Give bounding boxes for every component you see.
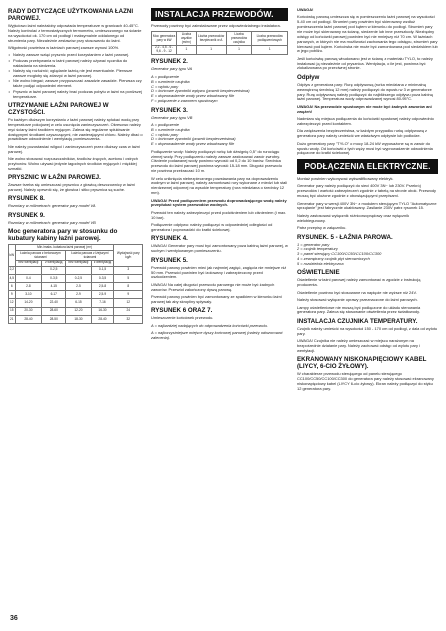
paragraph: Dużo generatory pary "TYLO" o mocy 18-24 kW wyposażone są w zawór do spustu wody. Od końcówki z tych węży musi być wyprowadzenie odwodnienia połączone do kratki ściekowej. [297,140,433,156]
section-heading-steam-room: RYSUNEK. 5 - ŁAŹNIA PAROWA. [297,233,393,241]
table-cell: 0-3,5 [42,274,66,282]
table-cell: 7-16 [91,299,114,307]
table-cell: 16-30 [91,307,114,315]
paragraph: Wyjściowo łaźni należałoby odpowiada temperaturze w granicach 40-45°C. Należy kontrolać z termostatycznych termometru, umieszczonego na ścianie na wysokości ok. 170 cm od podłogi i maksymalnie oddalonego od strumienia pary. Niezależnie zestawów przy stosowaniu do łaźni. [8,23,142,43]
table-cell: 4,5 [9,274,16,282]
table-cell: 28-40 [91,315,114,323]
middle-column [151,8,288,344]
table-header: Liczba przewodów czujnika [226,32,252,45]
paragraph: UWAGA! Czujnika nie należy umieszczać w miejscu narażonym na bezpośrednie działanie pary. Należy zachować odstęp od wylotu pary i wentylacji. [297,338,420,353]
table-cell: 32 [114,315,143,323]
figure-heading-9: RYSUNEK 9. [8,211,45,219]
paragraph: Czujnik należy umieścić na wysokości 150 - 170 cm od podłogi, z dala od wylotu pary. [297,325,438,336]
right-column [297,8,438,394]
table-header: z wentylacją [42,260,66,266]
figure-caption: Rozmiary w milimetrach: generator pary model VA [8,203,96,209]
table-cell: 18-30 [66,315,91,323]
legend-line: A = podłączenie [151,73,179,79]
usage-bullets [8,53,143,99]
table-cell: 8 [114,283,143,291]
figure-caption: Generator pary typu VA [151,66,193,72]
paragraph: Nadmiaru się miejsca podłączenia do końcówki spustowej należy odpowiednio zabezpieczyć przed kontaktem. [297,116,434,126]
figure-legend: A = najkorzystniejsze miejsce dyszy końcowej parowej (należy odwzorować zalecenia). [151,330,283,341]
legend-line: 3 = panel sterujący CC100/CC50/CC100/CC300 [297,251,382,257]
figure-heading-5: RYSUNEK 5. [151,256,188,264]
table-cell: 5 [114,274,143,282]
legend-line: 4 = zewnętrzny czujnik płyt sterowniczych [297,256,370,262]
paragraph: Wilgotność powietrza w łaźniach parowej zawsze wynosi 100%. [8,44,120,50]
paragraph: UWAGA! Generator pary musi być zamontowany poza kabiną łaźni parowej, w suchym i wentylowanym pomieszczeniu. [151,243,288,254]
warning: UWAGA! Przed podłączeniem przewodu doprowadzającego wodę należy przepłukać system przewodów wodnych. [151,197,287,208]
table-header: Liczba przewodów bezpiecznik w A [196,32,226,45]
list-item: • Nie wolno biegać; zawsze przypuszczać zasadzie zasadzie. Pierwsza czy także podjąć odpowiedni element. [8,79,143,89]
legend-line: E = doprowadzenie wody przez wbudowany filtr [151,141,235,147]
table-cell: 0-1,5 [91,266,114,274]
legend-line: 1 = generator pary [297,241,330,247]
table-heading-power: Moc generatora pary w stosunku do kubatury kabiny łaźni parowej. [8,228,118,243]
paragraph: Przewody powinny być zainstalowane przez odpowiedzialnego instalatora. [151,23,281,28]
table-cell: 15 [9,307,16,315]
figure-caption: Generator pary typu VB [151,114,193,120]
paragraph: Generator pary należy podłączyć do sieci 400V 3N~ lub 230V. Przekrój przewodów i wartość zabezpieczeń zgodnie z tabelą na stronie obok. Przewody muszą być ułożone zgodnie z obowiązującymi przepisami. [297,183,436,199]
power-volume-table [8,244,143,324]
section-heading-sensor: INSTALACJA CZUJNIKA TEMPERATURY. [297,317,418,325]
table-cell [15,266,42,274]
section-heading-cable: EKRANOWANY NISKONAPIĘCIOWY KABEL (LIYCY, 6-CIO ŻYŁOWY). [297,356,427,371]
paragraph: Oświetlenie w łaźni parowej należy zamontować w zgodzie z instrukcją producenta. [297,277,421,288]
page-number: 36 [10,615,18,622]
paragraph: Montaż powinien wykonywać wykwalifikowany elektryk. [297,176,394,182]
paragraph: Końcówkę parową umieszcza się w pomieszczeniu łaźni parowej na wysokości 5-40 cm od podłogi. Strumień pary powinien być skierowany wzdłuż pomieszczenia łaźni parowej pod kątem w kierunku do podłogi. Strumień pary nie może być skierowany na ścianę, siedzenie lub inne przeszkody. Niezbędny odstęp od końcówki parowej powinien być nie mniejszy niż 70 cm. W łaźniach parowych, w których nie ma możliwości zachowania tego odstępu, strumień pary kierować pod kątem. Końcówka nie może być zamontowana pod siedziskiem lub w jego pobliżu. [297,14,438,54]
table-cell: 2,5-9 [91,291,114,299]
paragraph: Umieszczenie końcówek przewodu. [151,315,214,321]
paragraph: Przewód ten należy zabezpieczyć przed podciśnieniem lub ciśnieniem (i max. 10 bar). [151,209,287,220]
table-cell: 2,2 - 4,5 - 6 - 9,6 - 9 - 12 [152,45,177,55]
table-cell: 0-4 [15,274,42,282]
table-cell: 0-3,5 [91,274,114,282]
paragraph: Generator pary w wersji 400V 3N~ z modułem sterującym TYLO "Automatyczne sprzątanie" jest fabrycznie okablowany. Zasilanie 230V patrz rysunek 15. [297,200,437,211]
table-header: Łaźnia parowa z betonowym ścianami [15,251,66,261]
table-cell: 9 [114,291,143,299]
list-item: • Podczas przebywania w łaźni parowej należy używać ręcznika do nakładania na siedzenia. [8,59,143,69]
table-cell: 28-60 [42,307,66,315]
table-cell: 2-9 [66,291,91,299]
paragraph: W charakterze przewodu sterującego od panelu sterującego CC100/CC50/CC100/CC300 do generatora pary należy stosować ekranowany niskonapięciowy kabel (LiYCY 6-cio żyłowy). Ekran należy podłączyć do styku 12 generatora pary. [297,371,434,391]
paragraph: Oświetlenie powinno być stosowane na napięcie nie wyższe niż 24V. [297,289,417,295]
table-cell: 24 [114,307,143,315]
warning: UWAGA! Na przewodzie spustowym nie może być żadnych zaworów ani zwężeń! [297,103,432,114]
legend-line: B = rurmiecie czujnika [151,78,190,84]
table-header: Min./maks. kubatura łaźni parowej (m³) [15,245,114,251]
table-cell: 14-20 [15,299,42,307]
legend-line: F = połączenie z zaworem spustowym [151,98,218,104]
section-heading-drain: Odpływ [297,73,320,81]
table-cell: 4-15 [42,283,66,291]
list-item: • Prysznic w łaźni parowej należy brać podczas pobytu w łaźni na poniższej temperaturze. [8,90,143,100]
paragraph: Zawsze trzeba się umieszczać prysznicu z głowicą deszczownicy w łaźni parowej. Należy upewnić się, że głowica i sitko prysznica są suche. [8,182,135,193]
paragraph: Nie należy pozostawiać wilgoci i zanieczyszczeń przez dłuższy czas w łaźni parowej. [8,143,140,154]
wiring-table [151,31,288,55]
paragraph: W celu uniknięcia niebezpiecznego powstawania pary na doprowadzeniu wodnym w łaźni parowej, należy zamontować rury wykonane z miedzi lub stali nierdzewnej odpornej na wysokie temperatury (rura miedziana o średnicy 12 mm). [151,175,288,196]
table-header: Liczba przewodów podłączeniowych [252,32,288,45]
table-header: Liczba węzłów (m/m²) [177,32,196,45]
paragraph: Przewód parowy powinien mieć jak najmniej zagięć, zagięcia nie mniejsze niż 50 mm. Przewód powinien być izolowany i zabezpieczony przed uszkodzeniem. [151,264,287,280]
figure-heading-2: RYSUNEK 2. [151,58,188,66]
table-row [9,266,143,274]
legend-line: 5 = rozdzielnia elektryczna [297,260,344,266]
figure-legend [151,123,288,147]
table-cell: 6-17 [42,291,66,299]
table-cell: 1 [177,45,196,55]
figure-heading-3: RYSUNEK 3. [151,106,188,114]
table-header: Wydajność pary kg/h [114,245,143,266]
table-cell: 2-5 [66,283,91,291]
left-column [8,8,143,327]
table-row [9,307,143,315]
figure-heading-6-7: RYSUNEK 6 ORAZ 7. [151,307,213,315]
table-cell: 22-40 [42,299,66,307]
table-row [9,274,143,282]
legend-line: D = końcowe żywotniki (powrót bezpieczeństwa) [151,136,236,142]
paragraph: Podłączenie wody: Należy podłączyć rurkę lub dźwignię 0,5" do rurociągu zimnej wody. Przy podłączeniu należy zawsze zastosować zawór zwrotny. Ciśnienie podawanej wody powinno wynosić od 0,2 do 10 barów. Średnica przewodu do łaźni parowej powinna wynosić 15-18 mm. Długość przewodu nie powinna przekraczać 10 m. [151,148,282,174]
legend-line: B = rurmiecie czujnika [151,126,190,132]
figure-legend [151,75,288,104]
section-heading-usage: RADY DOTYCZĄCE UŻYTKOWANIA ŁAZNI PAROWEJ. [8,8,134,22]
list-item: • Należy zawsze wziąć prysznic przed korzystaniem z łaźni parowej. [8,53,143,58]
table-cell: 28-50 [42,315,66,323]
table-row [9,283,143,291]
section-banner-electrical: PODŁĄCZENIA ELEKTRYCZNE. [297,159,438,174]
figure-legend: A = najbardziej nadających do odprowadzenia końcówki przewodu. [151,322,268,328]
figure-caption: Rozmiary w milimetrach: generator pary model VB [8,219,96,225]
table-header: z wentylacją [91,260,114,266]
table-cell: 1 [196,45,226,55]
paragraph: Należy stosować wyłącznie oprawy przeznaczone do łaźni parowych. [297,297,418,303]
table-row [152,45,288,55]
table-cell: 12 [114,299,143,307]
table-header: bez wentylacji [15,260,42,266]
paragraph: Podłączenie odpływu: należy podłączyć w odpowiedniej odległości od generatora i poprowadzić do kratki ściekowej. [151,222,273,232]
table-cell: 6 [9,283,16,291]
legend-line: E = doprowadzenie wody przez wbudowany filtr [151,93,235,99]
table-row [9,291,143,299]
paragraph: Jeśli końcówkę parową wbudowano jest w ścianę z materiału TYLO, to należy instalować ją niezależnie od prysznica. Wentylacja, o ile jest, powinna być zlokalizowana po przeciwnej stronie. [297,55,433,71]
paragraph: UWAGA! Na całej długości przewodu parowego nie może być żadnych zaworów. Przewód zakończony dyszą parową. [151,281,275,292]
table-cell: 1 [226,45,252,55]
table-cell: 12-20 [66,307,91,315]
figure-legend [297,243,438,267]
table-cell: 2,2 [9,266,16,274]
table-header: kW [9,245,16,266]
section-banner-wiring: INSTALACJA PRZEWODÓW. [151,8,288,21]
paragraph: Patrz przepisy w załączniku. [297,225,347,231]
table-row [9,315,143,323]
legend-line: C = wylotu pary [151,131,179,137]
legend-line: D = końcowe żywotniki wpływu (powrót bezpieczeństwa) [151,88,250,94]
table-cell: 0-2,5 [66,274,91,282]
legend-line: A = podłączenie [151,121,179,127]
paragraph: Dla zwiększenia bezpieczeństwa, w każdym przypadku rurkę odpływową z generatora pary należy umieścić we właściwym odpływie lub podłodze. [297,128,427,139]
section-heading-cleaning: UTRZYMANIE ŁAŹNI PAROWEJ W CZYSTOŚCI. [8,101,109,116]
paragraph: Przewód parowy powinien być zamontowany ze spadkiem w kierunku łaźni parowej tak aby skropliny spływały. [151,294,282,304]
table-cell [66,266,91,274]
table-cell: 9 [9,291,16,299]
paragraph: Odpływ z generatora pary: Rurę odpływową (rurka miedziana z minimalną wewnętrzną średnicą 12 mm) należy podłączyć do wpustu w 3 w generatorze pary. Rurę odpływową należy podłączyć do najbliższego odpływu poza kabiną łaźni parowej. Temperatura wody odprowadzanej wynosi 80-95°C. [297,81,433,102]
table-cell: 28-40 [15,315,42,323]
legend-line: 2 = czujnik temperatury [297,246,338,252]
table-cell: 2-8 [15,283,42,291]
paragraph: Po każdym dłuższym korzystaniu z łaźni parowej należy spłukać wodą przy temperaturze pokojowej w celu usunięcia zanieczyszczeń. Okresowo należy myć ściany łaźni środkiem myjącym. Zaleca się regularne spłukiwanie dostępnymi środkami czyszczącymi, nie zawierającymi chloru. Należy dbać o prawidłowe odwodnienie i wentylację pomieszczenia. [8,116,143,142]
table-cell: 3-10 [15,291,42,299]
section-heading-shower: PRYSZNIC W ŁAŹNI PAROWEJ. [8,174,101,182]
list-item: • Należy się rozluźnić; oglądanie łaźnią nie jest ewentualnie. Pierwsze zawsze mogłoby się zdarzyć w łaźni parowej. [8,69,143,79]
table-header: Moc generatora pary w kW [152,32,177,45]
warning-label: UWAGA! [297,7,314,12]
table-row [9,299,143,307]
paragraph: Należy zastosować wyłącznik różnicowoprądowy oraz wyłącznik wielobiegunowy. [297,212,410,223]
table-header: bez wentylacji [66,260,91,266]
figure-heading-4: RYSUNEK 4. [151,235,188,243]
table-header: Łaźnia parowa z lżejszymi ścianami [66,251,114,261]
table-cell: 3 [114,266,143,274]
paragraph: Nie wolno stosować rozpuszczalników, środków żrących, acetonu i ostrych przyborów. Wolno używać jedynie łagodnych środków myjących i miękkiej szmatki. [8,156,138,171]
figure-heading-8: RYSUNEK 8. [8,195,45,203]
table-cell: 21 [9,315,16,323]
table-cell: 12 [9,299,16,307]
table-cell: 0-2,5 [42,266,66,274]
table-cell: 2,5-8 [91,283,114,291]
table-cell: 1 [252,45,288,55]
table-cell: 6-15 [66,299,91,307]
section-heading-lighting: OŚWIETLENIE [297,269,340,277]
paragraph: Lampy oświetleniowe nie muszą być podłączone do układu sterowania generatora pary. Zaleca się stosowanie oświetlenia przez światłowody. [297,304,421,315]
legend-line: C = wylotu pary [151,83,179,89]
table-cell: 20-30 [15,307,42,315]
